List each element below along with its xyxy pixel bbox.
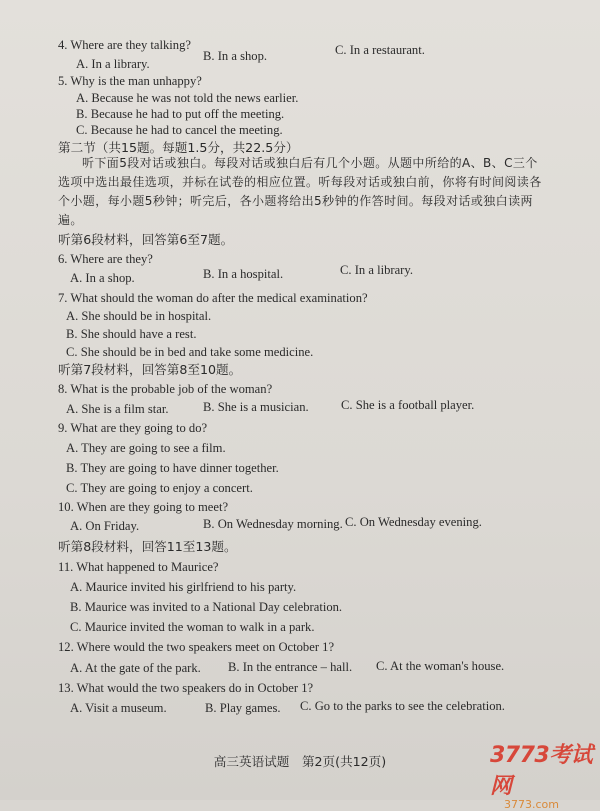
q12-option-a: A. At the gate of the park. [70,661,201,675]
section-2-instructions: 听下面5段对话或独白。每段对话或独白后有几个小题。从题中所给的A、B、C三个选项中选出最佳选项，并标在试卷的相应位置。听每段对话或独白前，你将有时间阅读各个小题，每小题5秒钟；听完后，各小题将给出5秒钟的作答时间。每段对话或独白读两遍。 [58,156,542,227]
q9-option-c: C. They are going to enjoy a concert. [66,481,253,495]
q4-option-b: B. In a shop. [203,49,268,63]
q4-option-c: C. In a restaurant. [335,43,425,57]
watermark-url: 3773.com [504,798,559,811]
page-footer: 高三英语试题 第2页(共12页) [213,754,387,769]
question-4: 4. Where are they talking? [58,38,191,52]
q11-option-a: A. Maurice invited his girlfriend to his party. [70,580,297,594]
q13-option-c: C. Go to the parks to see the celebration. [300,699,505,713]
watermark-logo [490,738,600,811]
passage-7-heading: 听第7段材料，回答第8至10题。 [58,362,242,377]
q12-option-c: C. At the woman's house. [376,659,505,673]
q11-option-c: C. Maurice invited the woman to walk in a park. [70,620,315,634]
q12-option-b: B. In the entrance – hall. [228,660,353,674]
q7-option-a: A. She should be in hospital. [66,309,212,323]
q6-option-c: C. In a library. [340,263,413,277]
q5-option-a: A. Because he was not told the news earlier. [76,91,299,105]
q9-option-b: B. They are going to have dinner together. [66,461,279,475]
q8-option-a: A. She is a film star. [66,402,169,416]
question-11: 11. What happened to Maurice? [58,560,219,574]
q6-option-b: B. In a hospital. [203,267,284,281]
question-6: 6. Where are they? [58,252,153,266]
q9-option-a: A. They are going to see a film. [66,441,226,455]
watermark-logo-text: 3773考试网 [490,743,593,799]
passage-6-heading: 听第6段材料，回答第6至7题。 [58,232,234,247]
q8-option-c: C. She is a football player. [341,398,475,412]
passage-8-heading: 听第8段材料，回答11至13题。 [58,539,237,554]
q13-option-a: A. Visit a museum. [70,701,167,715]
q6-option-a: A. In a shop. [70,271,135,285]
question-7: 7. What should the woman do after the medical examination? [58,291,368,305]
q4-option-a: A. In a library. [76,57,150,71]
question-5: 5. Why is the man unhappy? [58,74,202,88]
q8-option-b: B. She is a musician. [203,400,309,414]
q10-option-b: B. On Wednesday morning. [203,517,343,531]
q11-option-b: B. Maurice was invited to a National Day celebration. [70,600,343,614]
question-8: 8. What is the probable job of the woman? [58,382,273,396]
q7-option-c: C. She should be in bed and take some medicine. [66,345,314,359]
q10-option-a: A. On Friday. [70,519,140,533]
question-9: 9. What are they going to do? [58,421,208,435]
q5-option-c: C. Because he had to cancel the meeting. [76,123,283,137]
question-10: 10. When are they going to meet? [58,500,229,514]
q13-option-b: B. Play games. [205,701,281,715]
q7-option-b: B. She should have a rest. [66,327,197,341]
question-12: 12. Where would the two speakers meet on October 1? [58,640,335,654]
section-2-heading: 第二节（共15题。每题1.5分，共22.5分） [58,140,299,155]
q5-option-b: B. Because he had to put off the meeting. [76,107,285,121]
question-13: 13. What would the two speakers do in October 1? [58,681,314,695]
q10-option-c: C. On Wednesday evening. [345,515,482,529]
